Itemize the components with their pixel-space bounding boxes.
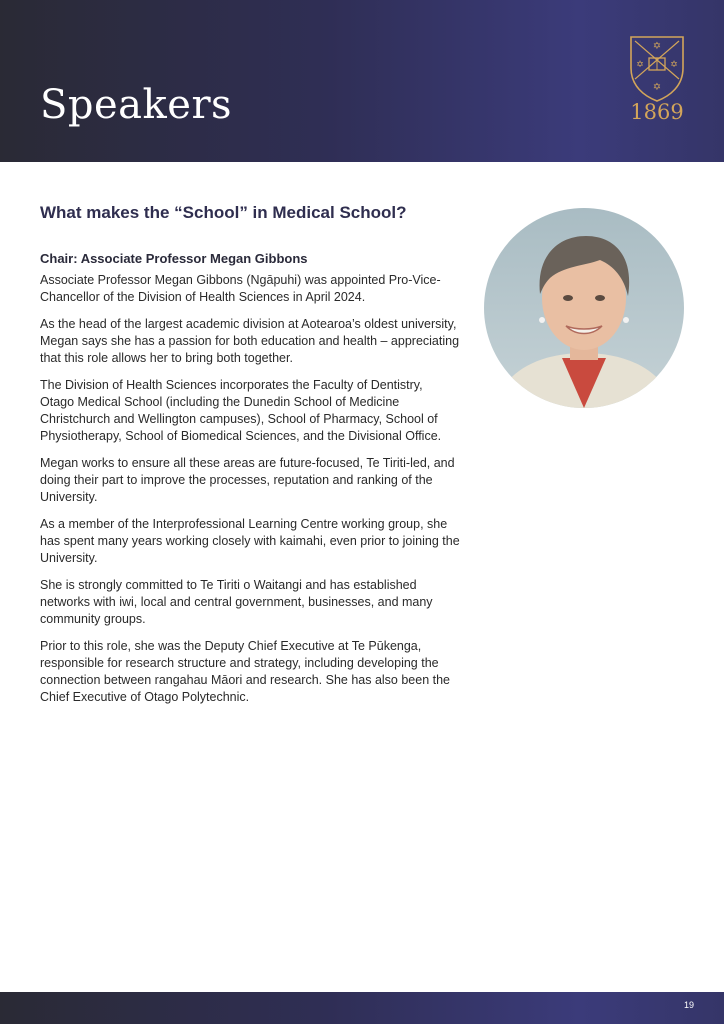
chair-name: Chair: Associate Professor Megan Gibbons (40, 251, 308, 266)
svg-text:✡: ✡ (652, 41, 662, 52)
svg-text:✡: ✡ (652, 82, 662, 93)
bio-paragraph: As the head of the largest academic division at Aotearoa’s oldest university, Megan says she has a passion for both education and health – appreciating that this role allows her to bring both together. (40, 317, 460, 365)
page-title: Speakers (40, 82, 233, 128)
speaker-portrait (484, 208, 684, 408)
bio-paragraph: As a member of the Interprofessional Learning Centre working group, she has spent many years working closely with kaimahi, even prior to joining the University. (40, 517, 460, 565)
bio-paragraph: Associate Professor Megan Gibbons (Ngāpuhi) was appointed Pro-Vice-Chancellor of the Division of Health Sciences in April 2024. (40, 273, 441, 304)
crest-year: 1869 (630, 100, 684, 124)
bio-paragraph: Prior to this role, she was the Deputy Chief Executive at Te Pūkenga, responsible for research structure and strategy, including developing the connection between rangahau Māori and research. She has also been the Chief Executive of Otago Polytechnic. (40, 639, 451, 704)
speaker-content (40, 203, 460, 716)
page-header (0, 0, 724, 162)
page-footer (0, 992, 724, 1024)
bio-paragraph: Megan works to ensure all these areas are future-focused, Te Tiriti-led, and doing their part to improve the processes, reputation and ranking of the University. (40, 456, 455, 504)
svg-text:✡: ✡ (670, 60, 678, 70)
session-title: What makes the “School” in Medical School? (40, 203, 407, 222)
page-number: 19 (683, 1000, 694, 1010)
university-crest-icon (628, 34, 686, 104)
bio-paragraph: The Division of Health Sciences incorporates the Faculty of Dentistry, Otago Medical School (including the Dunedin School of Medicine Christchurch and Wellington campuses), School of Pharmacy, School of Physiotherapy, School of Biomedical Sciences, and the Divisional Office. (40, 378, 442, 443)
svg-text:✡: ✡ (636, 60, 644, 70)
bio-paragraph: She is strongly committed to Te Tiriti o Waitangi and has established networks with iwi, local and central government, businesses, and many community groups. (40, 578, 433, 626)
